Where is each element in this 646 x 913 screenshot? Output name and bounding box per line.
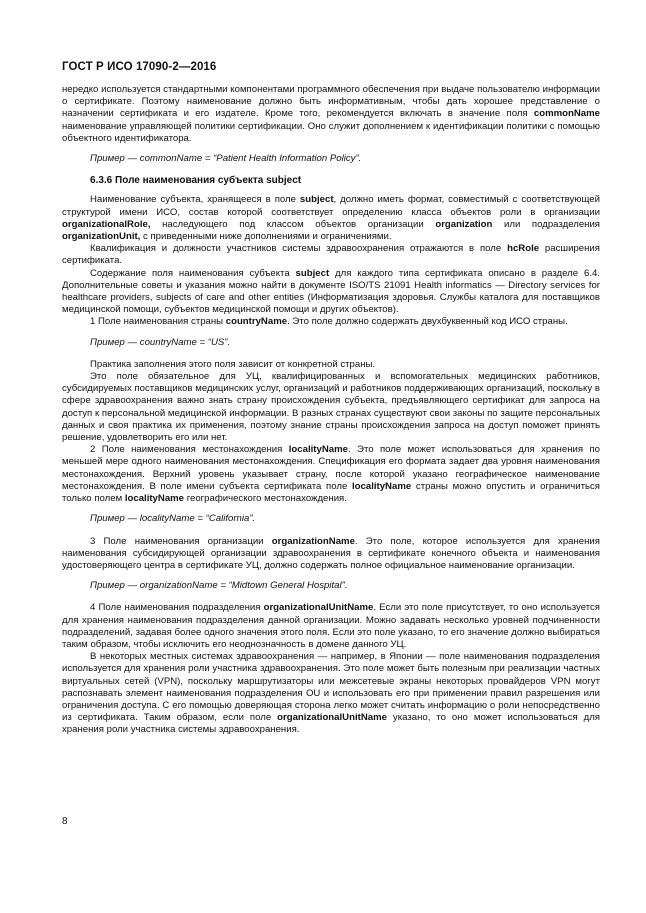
paragraph: Это поле обязательное для УЦ, квалифицированных и вспомогательных медицинских работников, субсидируемых поставщиков медицинских услуг, организаций и работников поддерживающих организаций, поскольку в сфере здравоохранения важно знать страну происхождения субъекта, предъявляющего сертификат для запроса на доступ к персональной медицинской информации. В разных странах существуют свои законы по защите персональных данных и своя практика их применения, поэтому знание страны происхождения запроса на доступ поможет принять решение, удовлетворить его или нет. [62, 371, 600, 444]
paragraph: Практика заполнения этого поля зависит от конкретной страны. [90, 358, 376, 370]
paragraph: 4 Поле наименования подразделения organizationalUnitName. Если это поле присутствует, то оно используется для хранения наименования подразделения данной организации. Можно задавать несколько уровней подчиненности подразделений, задавая более одного значения этого поля. Если это поле указано, то его значение должно выбираться таким образом, чтобы исключить его неоднозначность в домене данного УЦ. [62, 602, 600, 650]
paragraph: 2 Поле наименования местонахождения localityName. Это поле может использоваться для хранения по меньшей мере одного наименования местонахождения. Спецификация его формата задает два уровня наименования местонахождения. Верхний уровень указывает страну, после которой указано географическое наименование местонахождения. В поле имени субъекта сертификата поле localityName страны можно опустить и ограничиться только полем localityName географического местонахождения. [62, 444, 600, 505]
document-header: ГОСТ Р ИСО 17090-2—2016 [62, 61, 217, 73]
paragraph: Наименование субъекта, хранящееся в поле subject, должно иметь формат, совместимый с соответствующей структурой имени ИСО, состав которой соответствует определению класса объектов роли в организации organizationalRole, наследующего под классом объектов организации organization или подразделения organizationUnit, с приведенными ниже дополнениями и ограничениями. [62, 194, 601, 243]
example-organization-name: Пример — organizationName = “Midtown General Hospital”. [90, 580, 348, 592]
page-number: 8 [62, 816, 68, 827]
paragraph: нередко используется стандартными компонентами программного обеспечения при выдаче пользователю информации о сертификате. Поэтому наименование должно быть информативным, чтобы дать хорошее представление о назначении сертификата и его издателе. Кроме того, рекомендуется включать в значение поля commonName наименование управляющей политики сертификации. Оно служит дополнением к идентификации политики с помощью объектного идентификатора. [62, 84, 600, 144]
example-locality-name: Пример — localityName = “California”. [90, 513, 256, 525]
example-common-name: Пример — commonName = “Patient Health Information Policy”. [90, 153, 362, 165]
paragraph: 3 Поле наименования организации organizationName. Это поле, которое используется для хранения наименования субсидирующей организации здравоохранения в сертификате конечного объекта и наименования удостоверяющего центра в сертификате УЦ, должно содержать полное официальное наименование организации. [62, 535, 600, 571]
document-body [62, 84, 600, 737]
example-country-name: Пример — countryName = “US”. [90, 336, 231, 348]
paragraph: Квалификация и должности участников системы здравоохранения отражаются в поле hcRole расширения сертификата. [62, 243, 600, 267]
paragraph: 1 Поле наименования страны countryName. Это поле должно содержать двухбуквенный код ИСО страны. [90, 316, 568, 328]
paragraph: В некоторых местных системах здравоохранения — например, в Японии — поле наименования подразделения используется для хранения роли участника здравоохранения. Это поле может быть полезным при реализации частных виртуальных сетей (VPN), поскольку маршрутизаторы или межсетевые экраны некоторых провайдеров VPN могут распознавать элемент наименования подразделения OU и использовать его при применении правил разрешения или ограничения доступа. С его помощью доверяющая сторона легко может считать информацию о роли непосредственно из сертификата. Таким образом, если поле organizationalUnitName указано, то оно может использоваться для хранения роли участника системы здравоохранения. [62, 651, 600, 736]
paragraph: Содержание поля наименования субъекта subject для каждого типа сертификата описано в разделе 6.4. Дополнительные советы и указания можно найти в документе ISO/TS 21091 Health informatics — Directory services for healthcare providers, subjects of care and other entities (Информатизация здоровья. Службы каталога для поставщиков медицинской помощи, субъектов медицинской помощи и других объектов). [62, 267, 600, 316]
section-heading: 6.3.6 Поле наименования субъекта subject [90, 175, 302, 187]
